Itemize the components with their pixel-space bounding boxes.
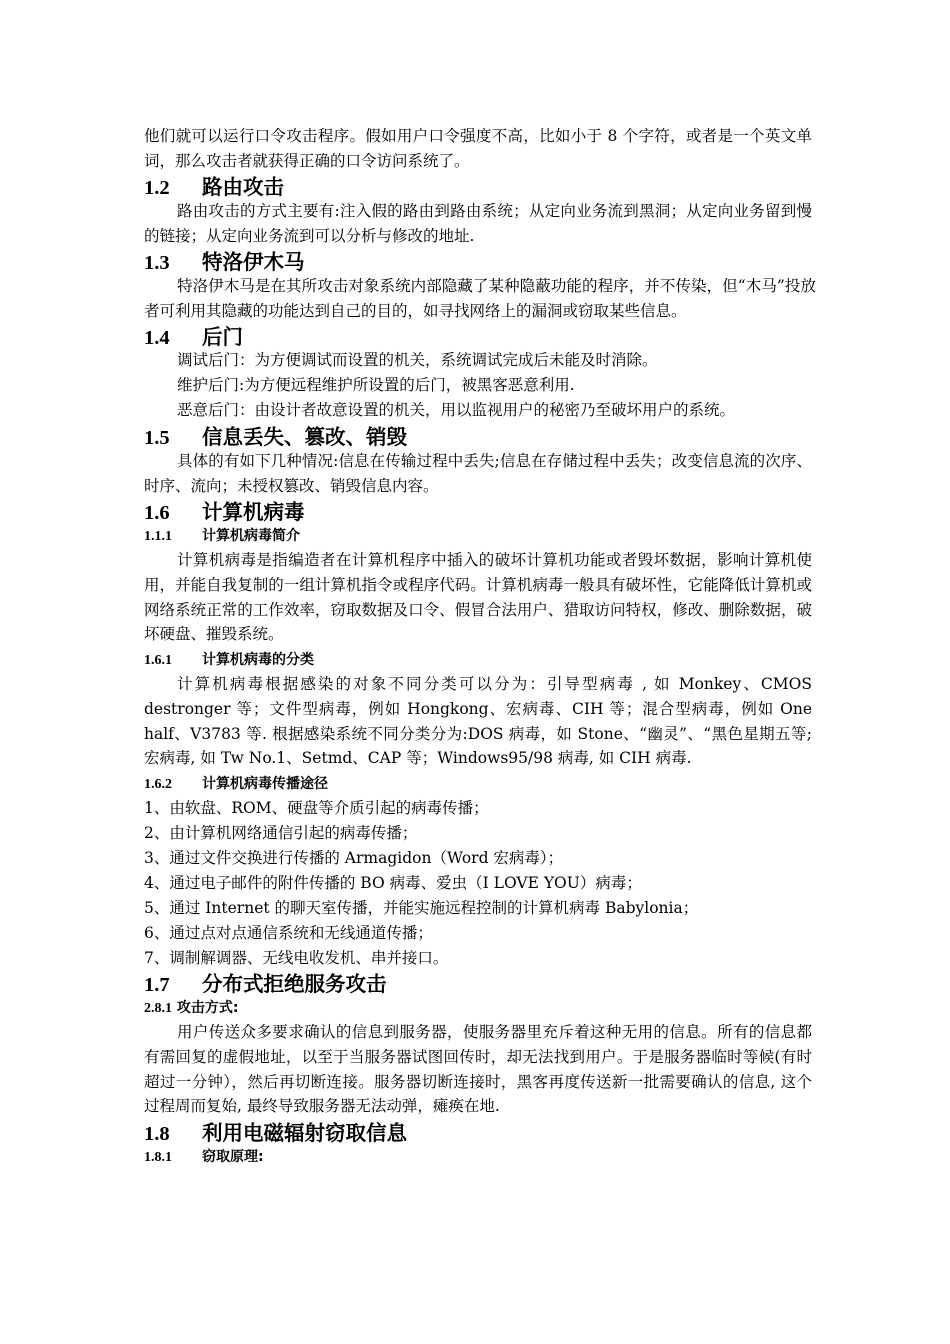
subsection-heading-2-8-1 — [144, 997, 812, 1020]
list-item: 3、通过文件交换进行传播的 Armagidon（Word 宏病毒）； — [144, 849, 564, 867]
subsection-title: 计算机病毒的分类 — [202, 652, 314, 668]
section-number: 1.7 — [144, 974, 170, 996]
list-item: 6、通过点对点通信系统和无线通道传播； — [144, 924, 433, 942]
paragraph-debug-backdoor: 调试后门：为方便调试而设置的机关，系统调试完成后未能及时消除。 — [177, 351, 658, 369]
section-number: 1.2 — [144, 177, 170, 199]
section-title: 后门 — [202, 325, 243, 349]
list-item: 5、通过 Internet 的聊天室传播，并能实施远程控制的计算机病毒 Babylonia； — [144, 899, 699, 917]
subsection-title: 攻击方式: — [176, 1000, 239, 1016]
paragraph-info-loss: 具体的有如下几种情况:信息在传输过程中丢失;信息在存储过程中丢失；改变信息流的次序、时序、流向；未授权篡改、销毁信息内容。 — [144, 452, 812, 495]
list-item: 4、通过电子邮件的附件传播的 BO 病毒、爱虫（I LOVE YOU）病毒； — [144, 874, 642, 892]
section-title: 路由攻击 — [202, 175, 284, 199]
subsection-number: 1.8.1 — [144, 1150, 172, 1165]
section-number: 1.8 — [144, 1123, 170, 1145]
paragraph-virus-classification: 计算机病毒根据感染的对象不同分类可以分为：引导型病毒 , 如 Monkey、CMOS destronger 等；文件型病毒，例如 Hongkong、宏病毒、CIH 等；混合型病毒，例如 One half、V3783 等. 根据感染系统不同分类分为:DOS 病毒，如 Stone、“幽灵”、“黑色星期五等;宏病毒, 如 Tw No.1、Setmd、CAP 等；Windows95/98 病毒, 如 CIH 病毒. — [144, 675, 812, 768]
subsection-number: 1.6.1 — [144, 653, 172, 668]
section-title: 分布式拒绝服务攻击 — [202, 972, 387, 996]
subsection-title: 窃取原理: — [202, 1149, 264, 1165]
section-number: 1.6 — [144, 502, 170, 524]
paragraph-ddos: 用户传送众多要求确认的信息到服务器，使服务器里充斥着这种无用的信息。所有的信息都有需回复的虚假地址，以至于当服务器试图回传时，却无法找到用户。于是服务器临时等候(有时超过一分钟），然后再切断连接。服务器切断连接时，黑客再度传送新一批需要确认的信息, 这个过程周而复始, 最终导致服务器无法动弹，瘫痪在地. — [144, 1023, 812, 1116]
section-number: 1.5 — [144, 427, 170, 449]
subsection-number: 1.1.1 — [144, 529, 172, 544]
section-heading-1-5 — [144, 424, 812, 451]
section-number: 1.4 — [144, 327, 170, 349]
section-heading-1-6 — [144, 499, 812, 526]
subsection-heading-1-1-1 — [144, 525, 812, 548]
paragraph-trojan-horse: 特洛伊木马是在其所攻击对象系统内部隐藏了某种隐蔽功能的程序，并不传染，但“木马”投放者可利用其隐藏的功能达到自己的目的，如寻找网络上的漏洞或窃取某些信息。 — [144, 277, 816, 320]
section-heading-1-8 — [144, 1120, 812, 1147]
section-heading-1-7 — [144, 971, 812, 998]
paragraph-routing-attack: 路由攻击的方式主要有:注入假的路由到路由系统；从定向业务流到黑洞；从定向业务留到慢的链接；从定向业务流到可以分析与修改的地址. — [144, 202, 812, 245]
subsection-number: 1.6.2 — [144, 777, 172, 792]
subsection-heading-1-6-1 — [144, 649, 812, 672]
section-title: 信息丢失、篡改、销毁 — [202, 425, 407, 449]
paragraph-password-attack: 他们就可以运行口令攻击程序。假如用户口令强度不高，比如小于 8 个字符，或者是一个英文单词，那么攻击者就获得正确的口令访问系统了。 — [144, 127, 812, 170]
subsection-heading-1-6-2 — [144, 773, 812, 796]
list-item: 7、调制解调器、无线电收发机、串并接口。 — [144, 949, 449, 967]
list-item: 2、由计算机网络通信引起的病毒传播； — [144, 824, 418, 842]
section-heading-1-2 — [144, 174, 812, 201]
section-number: 1.3 — [144, 252, 170, 274]
section-title: 特洛伊木马 — [202, 250, 305, 274]
paragraph-malicious-backdoor: 恶意后门：由设计者故意设置的机关，用以监视用户的秘密乃至破坏用户的系统。 — [177, 401, 736, 419]
section-heading-1-4 — [144, 324, 812, 351]
list-item: 1、由软盘、ROM、硬盘等介质引起的病毒传播； — [144, 799, 489, 817]
paragraph-virus-intro: 计算机病毒是指编造者在计算机程序中插入的破坏计算机功能或者毁坏数据，影响计算机使用，并能自我复制的一组计算机指令或程序代码。计算机病毒一般具有破坏性，它能降低计算机或网络系统正常的工作效率，窃取数据及口令、假冒合法用户、猎取访问特权，修改、删除数据，破坏硬盘、摧毁系统。 — [144, 551, 812, 644]
subsection-title: 计算机病毒简介 — [202, 528, 300, 544]
section-title: 计算机病毒 — [202, 500, 305, 524]
paragraph-maintenance-backdoor: 维护后门:为方便远程维护所设置的后门，被黑客恶意利用. — [177, 376, 575, 394]
subsection-title: 计算机病毒传播途径 — [202, 776, 328, 792]
subsection-number: 2.8.1 — [144, 1001, 172, 1016]
section-heading-1-3 — [144, 249, 812, 276]
subsection-heading-1-8-1 — [144, 1146, 812, 1169]
section-title: 利用电磁辐射窃取信息 — [202, 1121, 407, 1145]
